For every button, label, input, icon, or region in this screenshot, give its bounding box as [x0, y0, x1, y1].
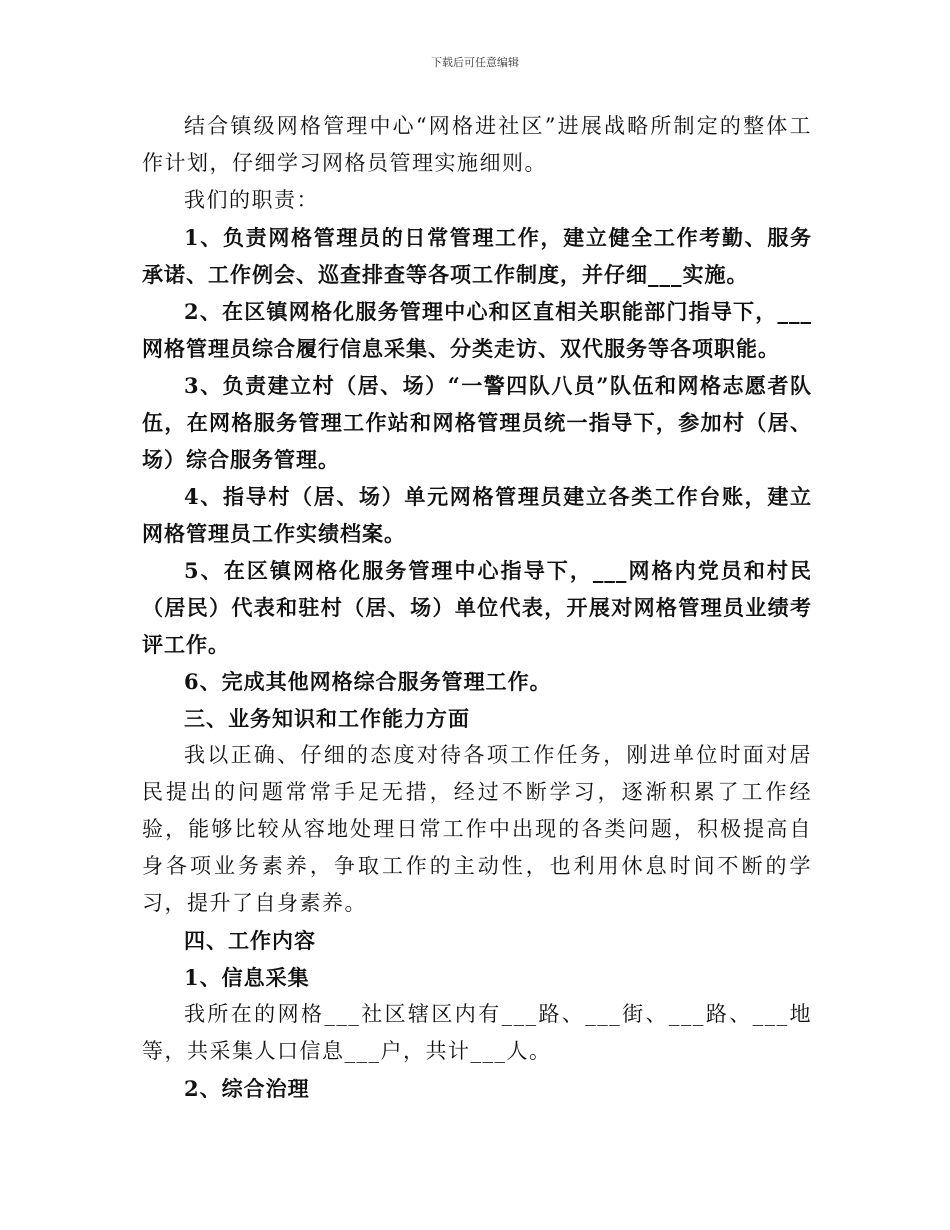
paragraph-duty-5: 5、在区镇网格化服务管理中心指导下，___网格内党员和村民（居民）代表和驻村（居、场）单位代表，开展对网格管理员业绩考评工作。: [142, 558, 812, 657]
subheading-comprehensive-governance: 2、综合治理: [184, 1076, 310, 1101]
paragraph-duties-heading: 我们的职责：: [184, 188, 319, 212]
section-heading-4: 四、工作内容: [184, 928, 316, 953]
paragraph-duty-3: 3、负责建立村（居、场）“一警四队八员”队伍和网格志愿者队伍，在网格服务管理工作站和网格管理员统一指导下，参加村（居、场）综合服务管理。: [142, 373, 812, 472]
page-header: 下载后可任意编辑: [431, 56, 519, 69]
paragraph-info-collection: 我所在的网格___社区辖区内有___路、___街、___路、___地等，共采集人口信息___户，共计___人。: [142, 1002, 812, 1063]
paragraph-duty-4: 4、指导村（居、场）单元网格管理员建立各类工作台账，建立网格管理员工作实绩档案。: [142, 484, 812, 546]
paragraph-intro: 结合镇级网格管理中心“网格进社区”进展战略所制定的整体工作计划，仔细学习网格员管理实施细则。: [142, 114, 812, 175]
section-heading-3: 三、业务知识和工作能力方面: [184, 706, 470, 731]
document-body: [142, 108, 812, 1107]
paragraph-ability: 我以正确、仔细的态度对待各项工作任务，刚进单位时面对居民提出的问题常常手足无措，经过不断学习，逐渐积累了工作经验，能够比较从容地处理日常工作中出现的各类问题，积极提高自身各项业务素养，争取工作的主动性，也利用休息时间不断的学习，提升了自身素养。: [142, 743, 812, 915]
paragraph-duty-2: 2、在区镇网格化服务管理中心和区直相关职能部门指导下，___网格管理员综合履行信息采集、分类走访、双代服务等各项职能。: [142, 299, 812, 361]
paragraph-duty-6: 6、完成其他网格综合服务管理工作。: [184, 669, 552, 694]
subheading-info-collection: 1、信息采集: [184, 965, 310, 990]
paragraph-duty-1: 1、负责网格管理员的日常管理工作，建立健全工作考勤、服务承诺、工作例会、巡查排查等各项工作制度，并仔细___实施。: [142, 225, 812, 287]
